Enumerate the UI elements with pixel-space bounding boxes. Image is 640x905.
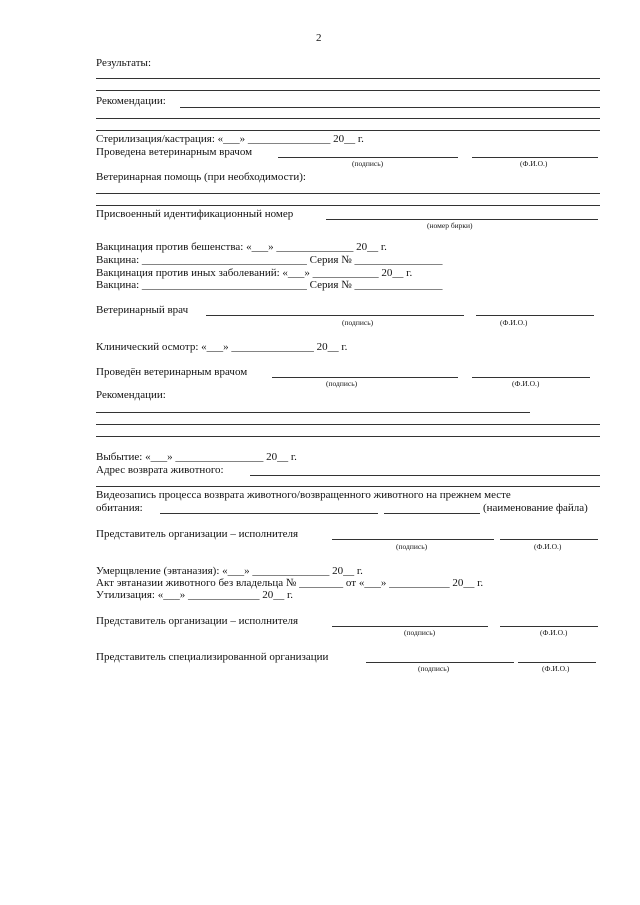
- org-rep-name-line[interactable]: [500, 539, 598, 540]
- recommendations-line-2[interactable]: [96, 118, 600, 119]
- specialized-org-label: Представитель специализированной организации: [96, 651, 329, 663]
- specialized-org-signature-line[interactable]: [366, 662, 514, 663]
- disposal-label: Утилизация: «___» _____________ 20__ г.: [96, 589, 293, 601]
- vet-doctor-signature-line[interactable]: [206, 315, 464, 316]
- clinical-signature-line[interactable]: [272, 377, 458, 378]
- name-hint: (Ф.И.О.): [512, 379, 540, 388]
- signature-hint: (подпись): [404, 628, 436, 637]
- departure-label: Выбытие: «___» ________________ 20__ г.: [96, 451, 297, 463]
- clinical-recommendations-line-3[interactable]: [96, 436, 600, 437]
- recommendations-line-3[interactable]: [96, 130, 600, 131]
- rabies-vaccination-label: Вакцинация против бешенства: «___» ______________ 20__ г.: [96, 241, 387, 253]
- org-representative-label: Представитель организации – исполнителя: [96, 528, 299, 540]
- id-number-line[interactable]: [326, 219, 598, 220]
- vet-help-line-1[interactable]: [96, 193, 600, 194]
- recommendations-label: Рекомендации:: [96, 95, 166, 107]
- sterilization-name-line[interactable]: [472, 157, 598, 158]
- signature-hint: (подпись): [352, 159, 384, 168]
- euthanasia-act-label: Акт эвтаназии животного без владельца № ________ от «___» ___________ 20__ г.: [96, 577, 484, 589]
- tag-number-hint: (номер бирки): [427, 221, 473, 230]
- clinical-recommendations-line-1[interactable]: [96, 412, 530, 413]
- return-address-line-1[interactable]: [250, 475, 600, 476]
- sterilization-label: Стерилизация/кастрация: «___» _______________ 20__ г.: [96, 133, 364, 145]
- vaccine-2-label: Вакцина: ______________________________ Серия № ________________: [96, 279, 443, 291]
- file-name-hint: (наименование файла): [483, 502, 588, 514]
- clinical-doctor-label: Проведён ветеринарным врачом: [96, 366, 248, 378]
- video-file-line[interactable]: [384, 513, 480, 514]
- clinical-exam-label: Клинический осмотр: «___» _______________ 20__ г.: [96, 341, 348, 353]
- video-habitat-label: обитания:: [96, 502, 143, 514]
- id-number-label: Присвоенный идентификационный номер: [96, 208, 294, 220]
- signature-hint: (подпись): [418, 664, 450, 673]
- signature-hint: (подпись): [396, 542, 428, 551]
- signature-hint: (подпись): [326, 379, 358, 388]
- vet-doctor-name-line[interactable]: [476, 315, 594, 316]
- return-address-line-2[interactable]: [96, 486, 600, 487]
- name-hint: (Ф.И.О.): [500, 318, 528, 327]
- sterilization-signature-line[interactable]: [278, 157, 458, 158]
- other-vaccination-label: Вакцинация против иных заболеваний: «___» ____________ 20__ г.: [96, 267, 413, 279]
- video-record-label: Видеозапись процесса возврата животного/возвращенного животного на прежнем месте: [96, 489, 511, 501]
- clinical-name-line[interactable]: [472, 377, 590, 378]
- video-habitat-line[interactable]: [160, 513, 378, 514]
- org-representative-label-2: Представитель организации – исполнителя: [96, 615, 299, 627]
- results-line-2[interactable]: [96, 90, 600, 91]
- org-rep-2-signature-line[interactable]: [332, 626, 488, 627]
- clinical-recommendations-line-2[interactable]: [96, 424, 600, 425]
- org-rep-signature-line[interactable]: [332, 539, 494, 540]
- vet-help-line-2[interactable]: [96, 205, 600, 206]
- name-hint: (Ф.И.О.): [542, 664, 570, 673]
- specialized-org-name-line[interactable]: [518, 662, 596, 663]
- name-hint: (Ф.И.О.): [520, 159, 548, 168]
- euthanasia-label: Умерщвление (эвтаназия): «___» ______________ 20__ г.: [96, 565, 363, 577]
- recommendations-line-1[interactable]: [180, 107, 600, 108]
- vaccine-1-label: Вакцина: ______________________________ Серия № ________________: [96, 254, 443, 266]
- sterilization-doctor-label: Проведена ветеринарным врачом: [96, 146, 253, 158]
- results-line-1[interactable]: [96, 78, 600, 79]
- name-hint: (Ф.И.О.): [540, 628, 568, 637]
- clinical-recommendations-label: Рекомендации:: [96, 389, 166, 401]
- vet-help-label: Ветеринарная помощь (при необходимости):: [96, 171, 306, 183]
- vet-doctor-label: Ветеринарный врач: [96, 304, 189, 316]
- org-rep-2-name-line[interactable]: [500, 626, 598, 627]
- page-number: 2: [316, 32, 322, 44]
- name-hint: (Ф.И.О.): [534, 542, 562, 551]
- signature-hint: (подпись): [342, 318, 374, 327]
- return-address-label: Адрес возврата животного:: [96, 464, 224, 476]
- results-label: Результаты:: [96, 57, 151, 69]
